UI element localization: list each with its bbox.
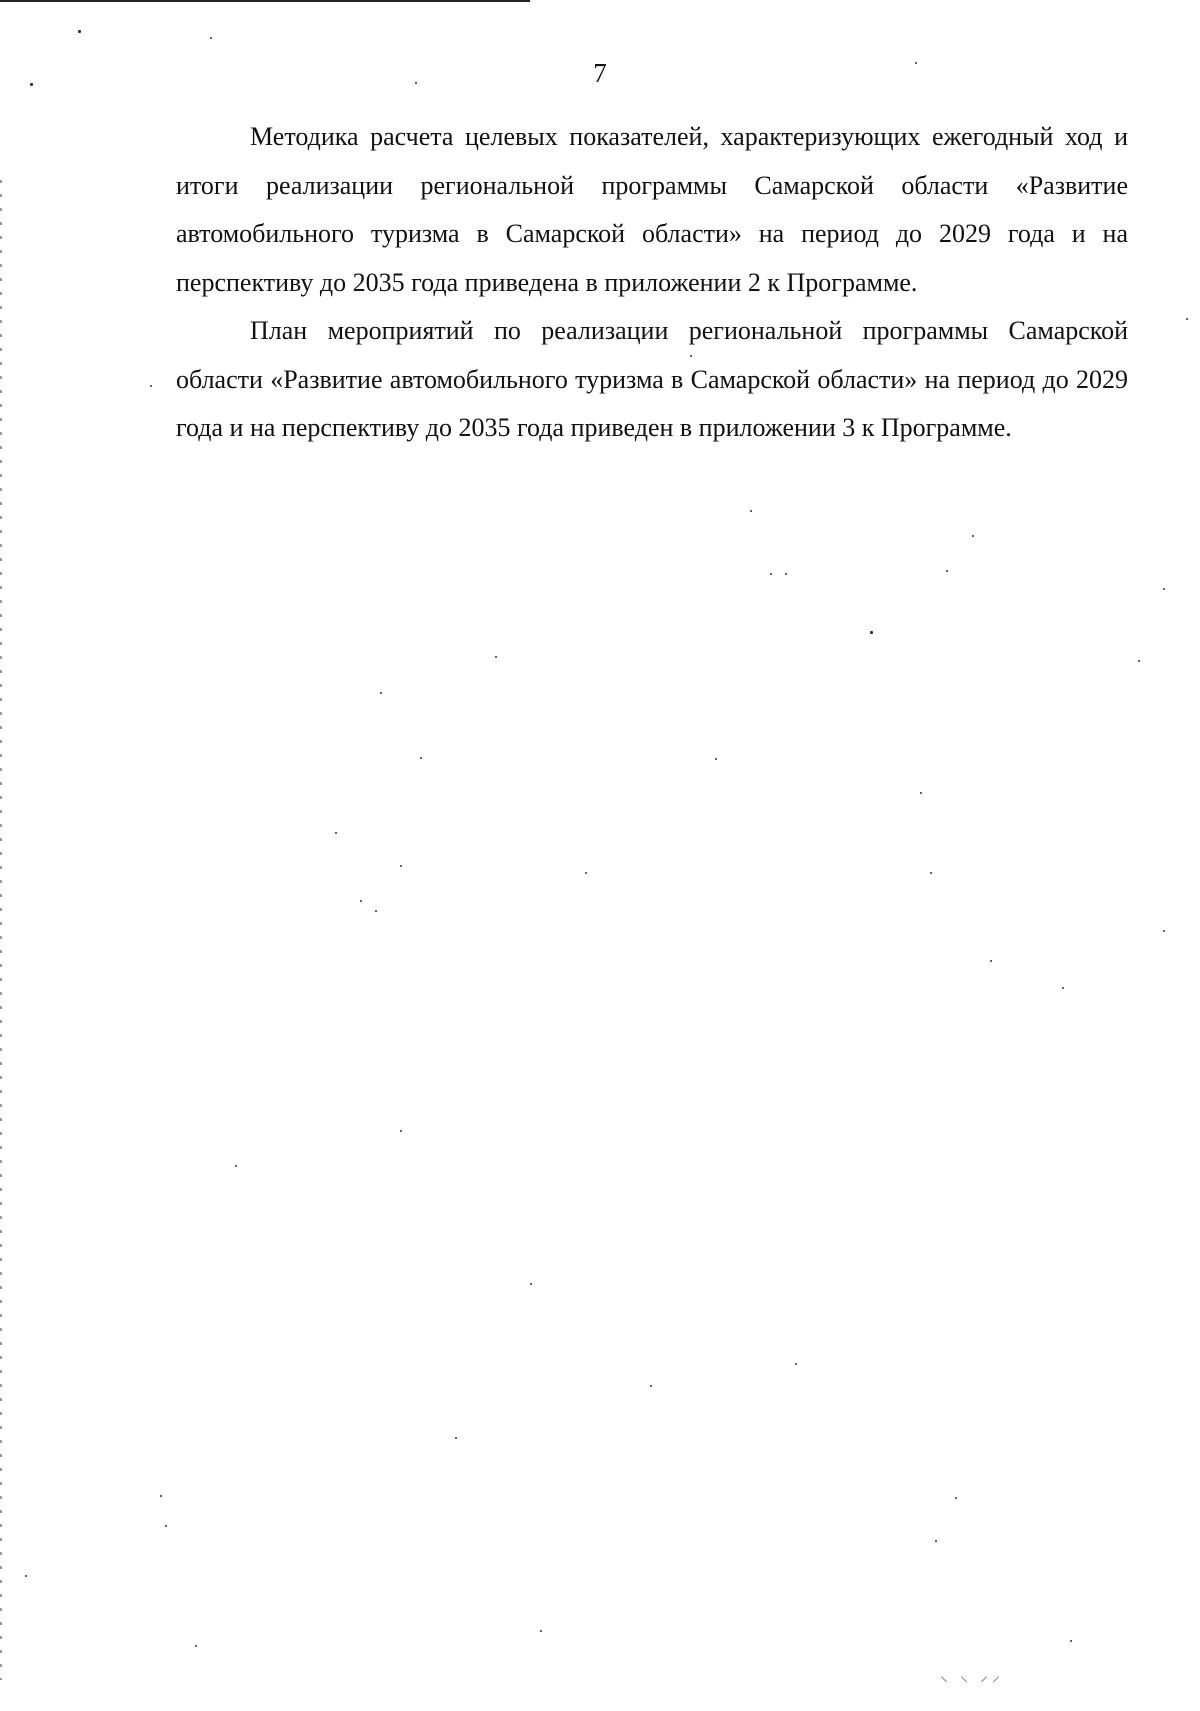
scan-speck bbox=[165, 1525, 167, 1527]
scan-speck bbox=[946, 570, 948, 572]
scan-speck bbox=[915, 62, 917, 64]
scan-speck bbox=[1138, 660, 1140, 662]
scan-speck bbox=[235, 1165, 237, 1167]
scan-speck bbox=[1062, 987, 1064, 989]
paragraph-action-plan: План мероприятий по реализации региональной программы Самарской области «Развитие автомобильного туризма в Самарской области» на период до 2029 года и на перспективу до 2035 года приведен в приложении 3 к Программе. bbox=[176, 316, 1128, 442]
scan-speck bbox=[455, 1437, 457, 1439]
left-scan-edge bbox=[0, 180, 2, 1680]
scan-speck bbox=[585, 872, 587, 874]
scan-speck bbox=[540, 1630, 542, 1632]
scan-speck bbox=[420, 757, 422, 759]
scan-speck bbox=[360, 900, 362, 902]
scan-speck bbox=[375, 910, 377, 912]
scan-speck bbox=[1163, 588, 1165, 590]
scan-speck bbox=[400, 865, 402, 867]
paragraph-methodology: Методика расчета целевых показателей, характеризующих ежегодный ход и итоги реализации региональной программы Самарской области «Развитие автомобильного туризма в Самарской области» на период до 2029 года и на перспективу до 2035 года приведена в приложении 2 к Программе. bbox=[176, 122, 1128, 297]
scan-artifact-mark: ⸜ ⸜ ⸝⸝ bbox=[940, 1668, 1005, 1685]
scan-speck bbox=[210, 37, 212, 39]
scan-speck bbox=[495, 656, 497, 658]
page-number: 7 bbox=[593, 58, 607, 88]
scan-speck bbox=[870, 631, 873, 634]
top-scan-rule bbox=[0, 0, 530, 2]
scan-speck bbox=[78, 30, 81, 33]
scan-speck bbox=[920, 792, 922, 794]
scan-speck bbox=[380, 692, 382, 694]
scan-speck bbox=[935, 1540, 937, 1542]
scan-speck bbox=[1186, 318, 1188, 320]
scan-speck bbox=[160, 1495, 162, 1497]
scan-speck bbox=[715, 758, 717, 760]
scan-speck bbox=[955, 1497, 957, 1499]
scan-speck bbox=[530, 1283, 532, 1285]
scan-speck bbox=[785, 573, 787, 575]
scan-speck bbox=[990, 960, 992, 962]
scan-speck bbox=[335, 832, 337, 834]
scan-speck bbox=[650, 1385, 652, 1387]
scan-speck bbox=[25, 1575, 27, 1577]
scan-speck bbox=[415, 82, 417, 84]
scan-speck bbox=[1163, 930, 1165, 932]
scan-speck bbox=[770, 573, 772, 575]
document-body bbox=[176, 113, 1128, 453]
scan-speck bbox=[400, 1130, 402, 1132]
scan-speck bbox=[30, 83, 33, 86]
scan-speck bbox=[795, 1363, 797, 1365]
scan-speck bbox=[750, 510, 752, 512]
scan-speck bbox=[150, 385, 152, 387]
scan-speck bbox=[195, 1645, 197, 1647]
scan-speck bbox=[972, 535, 974, 537]
scan-speck bbox=[1070, 1640, 1072, 1642]
scan-speck bbox=[930, 872, 932, 874]
scan-speck bbox=[690, 355, 692, 357]
